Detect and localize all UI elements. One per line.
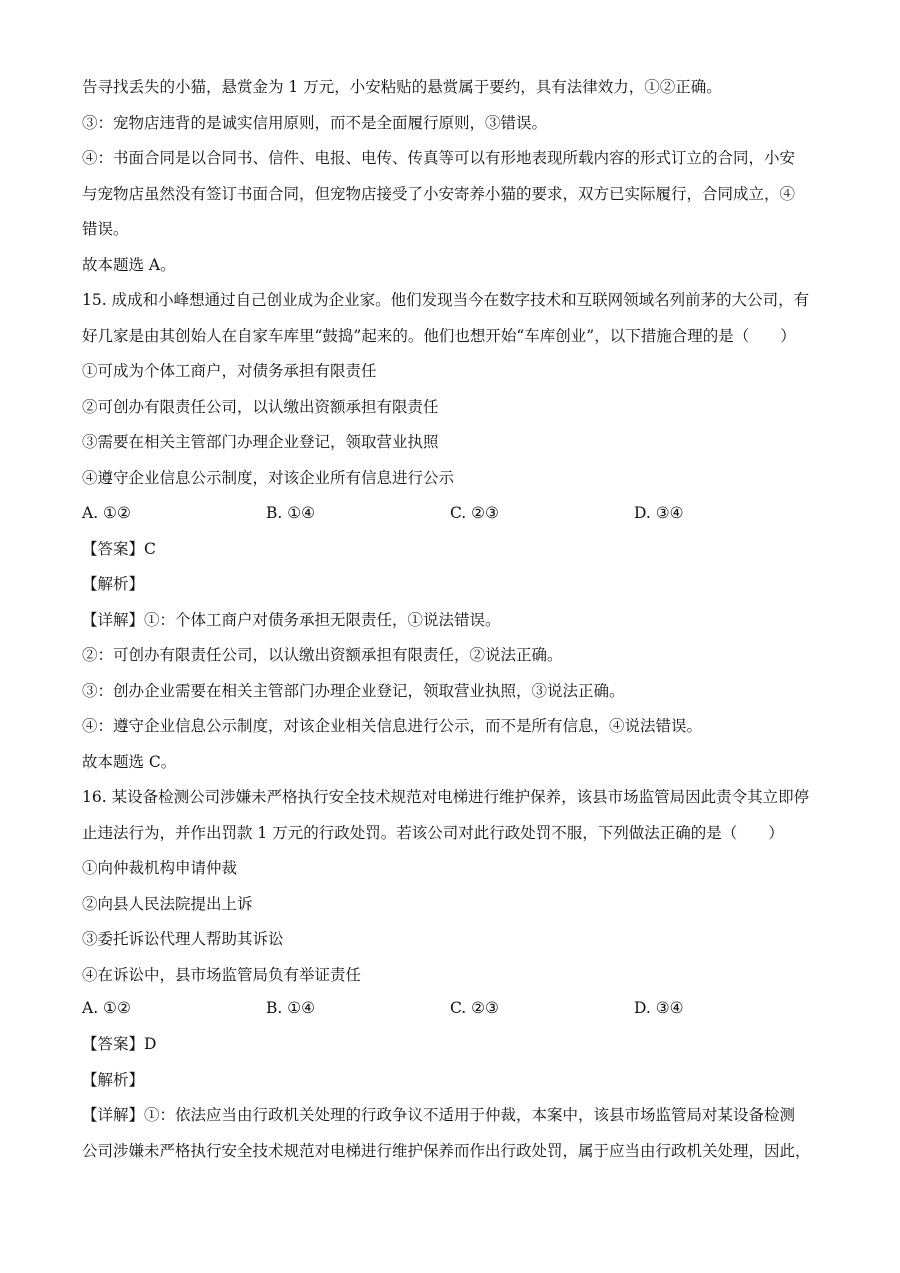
analysis-label: 【解析】 — [82, 575, 145, 593]
question-15-stem: 15. 成成和小峰想通过自己创业成为企业家。他们发现当今在数字技术和互联网领域名列前茅的大公司，有 — [82, 291, 810, 309]
question-15-statement: ②可创办有限责任公司，以认缴出资额承担有限责任 — [82, 398, 439, 416]
question-15-statement: ③需要在相关主管部门办理企业登记，领取营业执照 — [82, 433, 439, 451]
detail-line: ③：创办企业需要在相关主管部门办理企业登记，领取营业执照，③说法正确。 — [82, 682, 625, 700]
detail-line: 公司涉嫌未严格执行安全技术规范对电梯进行维护保养而作出行政处罚，属于应当由行政机关处理，因此， — [82, 1142, 811, 1160]
choice-b: B. ①④ — [266, 504, 316, 522]
choice-c: C. ②③ — [450, 999, 499, 1017]
question-15-choices — [82, 503, 822, 523]
question-16-statement: ④在诉讼中，县市场监管局负有举证责任 — [82, 966, 362, 984]
text-line: 与宠物店虽然没有签订书面合同，但宠物店接受了小安寄养小猫的要求，双方已实际履行，合同成立，④ — [82, 185, 796, 203]
question-15-statement: ①可成为个体工商户，对债务承担有限责任 — [82, 362, 377, 380]
detail-line: 【详解】①：依法应当由行政机关处理的行政争议不适用于仲裁，本案中，该县市场监管局对某设备检测 — [82, 1106, 796, 1124]
text-line: ④：书面合同是以合同书、信件、电报、电传、传真等可以有形地表现所载内容的形式订立的合同，小安 — [82, 149, 796, 167]
text-line: 告寻找丢失的小猫，悬赏金为 1 万元，小安粘贴的悬赏属于要约，具有法律效力，①②正确。 — [82, 78, 722, 96]
question-16-stem: 16. 某设备检测公司涉嫌未严格执行安全技术规范对电梯进行维护保养，该县市场监管局因此责令其立即停 — [82, 788, 810, 806]
choice-a: A. ①② — [82, 999, 131, 1017]
choice-a: A. ①② — [82, 504, 131, 522]
conclusion-line: 故本题选 C。 — [82, 753, 177, 771]
text-line: ③：宠物店违背的是诚实信用原则，而不是全面履行原则，③错误。 — [82, 114, 548, 132]
analysis-label: 【解析】 — [82, 1071, 145, 1089]
detail-line: ②：可创办有限责任公司，以认缴出资额承担有限责任，②说法正确。 — [82, 646, 563, 664]
choice-d: D. ③④ — [634, 504, 684, 522]
question-16-statement: ②向县人民法院提出上诉 — [82, 895, 253, 913]
detail-line: 【详解】①：个体工商户对债务承担无限责任，①说法错误。 — [82, 611, 501, 629]
question-15-stem: 好几家是由其创始人在自家车库里“鼓捣”起来的。他们也想开始“车库创业”，以下措施合理的是（ ） — [82, 327, 796, 345]
question-16-choices — [82, 998, 822, 1018]
detail-line: ④：遵守企业信息公示制度，对该企业相关信息进行公示，而不是所有信息，④说法错误。 — [82, 717, 703, 735]
choice-d: D. ③④ — [634, 999, 684, 1017]
question-15-statement: ④遵守企业信息公示制度，对该企业所有信息进行公示 — [82, 469, 455, 487]
answer-label: 【答案】C — [82, 540, 156, 558]
question-16-stem: 止违法行为，并作出罚款 1 万元的行政处罚。若该公司对此行政处罚不服，下列做法正确的是（ ） — [82, 824, 784, 842]
question-16-statement: ①向仲裁机构申请仲裁 — [82, 859, 238, 877]
answer-label: 【答案】D — [82, 1035, 157, 1053]
choice-c: C. ②③ — [450, 504, 499, 522]
text-line: 错误。 — [82, 220, 129, 238]
choice-b: B. ①④ — [266, 999, 316, 1017]
conclusion-line: 故本题选 A。 — [82, 256, 176, 274]
question-16-statement: ③委托诉讼代理人帮助其诉讼 — [82, 930, 284, 948]
